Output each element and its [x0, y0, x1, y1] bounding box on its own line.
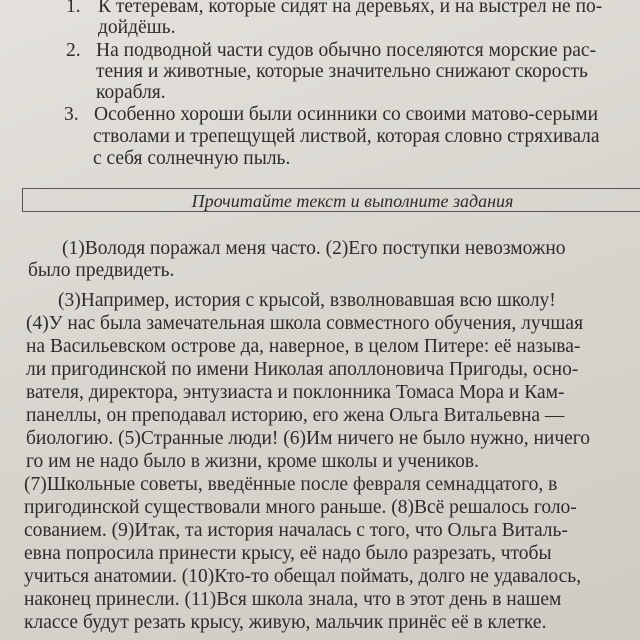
text-line-7: вателя, директора, энтузиаста и поклонника Томаса Мора и Кам-	[26, 382, 565, 403]
text-line-2: было предвидеть.	[28, 260, 175, 281]
text-line-4: (4)У нас была замечательная школа совместного обучения, лучшая	[26, 313, 584, 334]
list-item-1-line-1: К тетеревам, которые сидят на деревьях, и на выстрел не по-	[98, 0, 603, 17]
text-line-15: учиться анатомии. (10)Кто-то обещал поймать, долго не удавалось,	[24, 566, 582, 587]
text-line-10: го им не надо было в жизни, кроме школы и учеников.	[26, 451, 479, 472]
text-line-14: евна попросила принести крысу, её надо было разрезать, чтобы	[24, 543, 552, 564]
text-line-13: сованием. (9)Итак, та история началась с того, что Ольга Виталь-	[24, 520, 568, 541]
task-banner	[22, 188, 640, 212]
list-item-3-line-3: с себя солнечную пыль.	[93, 148, 291, 169]
text-line-6: ли пригодинской по имени Николая аполлоновича Пригоды, осно-	[26, 359, 579, 380]
text-line-11: (7)Школьные советы, введённые после февраля семнадцатого, в	[24, 474, 558, 495]
text-line-12: пригодинской существовали много раньше. (8)Всё решалось голо-	[24, 497, 577, 518]
list-item-3-line-1: Особенно хороши были осинники со своими матово-серыми	[94, 104, 599, 125]
list-item-2-line-2: тения и животные, которые значительно снижают скорость	[96, 61, 588, 82]
text-line-16: наконец принесли. (11)Вся школа знала, что в этот день в нашем	[24, 589, 562, 610]
list-number-2: 2.	[66, 40, 81, 61]
task-banner-title: Прочитайте текст и выполните задания	[191, 191, 514, 211]
list-item-3-line-2: стволами и трепещущей листвой, которая словно стряхивала	[93, 126, 600, 147]
list-item-2-line-1: На подводной части судов обычно поселяются морские рас-	[96, 40, 597, 61]
list-item-1-line-2: дойдёшь.	[98, 17, 176, 38]
text-line-3: (3)Например, история с крысой, взволновавшая всю школу!	[58, 290, 556, 311]
list-item-2-line-3: корабля.	[96, 82, 166, 103]
text-line-1: (1)Володя поражал меня часто. (2)Его поступки невозможно	[62, 238, 566, 259]
text-line-5: на Васильевском острове да, наверное, в целом Питере: её называ-	[26, 336, 581, 357]
text-line-9: биологию. (5)Странные люди! (6)Им ничего не было нужно, ничего	[26, 428, 591, 449]
text-line-8: панеллы, он преподавал историю, его жена Ольга Витальевна —	[26, 405, 565, 426]
text-line-17: классе будут резать крысу, живую, мальчик принёс её в клетке.	[24, 612, 547, 633]
list-number-1: 1.	[66, 0, 81, 17]
list-number-3: 3.	[64, 104, 79, 125]
